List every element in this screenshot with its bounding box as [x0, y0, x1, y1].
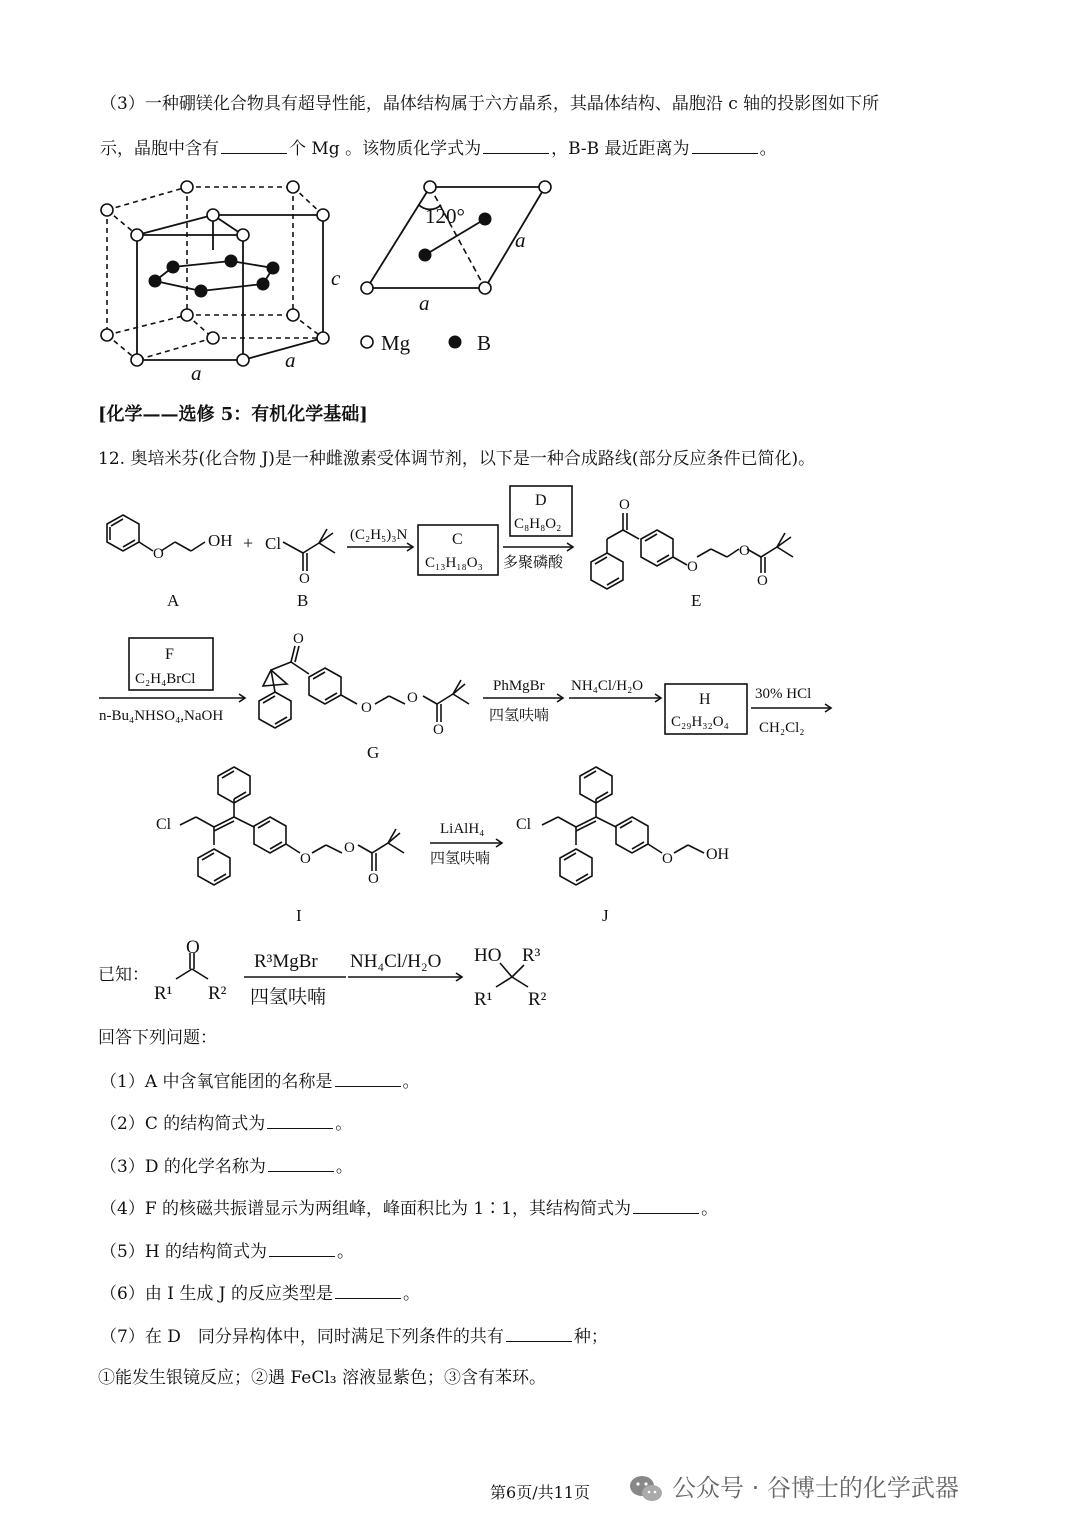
question-3-end: 。 — [335, 1157, 353, 1177]
answer-blank-1[interactable] — [335, 1069, 401, 1087]
section-heading: [化学——选修 5：有机化学基础] — [98, 404, 368, 425]
label-b: B — [297, 591, 309, 610]
question-6-end: 。 — [402, 1284, 420, 1304]
watermark-text: 公众号 · 谷博士的化学武器 — [672, 1474, 959, 1502]
reagent-et3n: (C₂H₅)₃N — [350, 527, 408, 543]
known-ho: HO — [474, 945, 502, 966]
question-7-conditions: ①能发生银镜反应；②遇 FeCl₃ 溶液显紫色；③含有苯环。 — [98, 1368, 546, 1388]
plus-sign: + — [243, 533, 254, 553]
reagent-thf-2: 四氢呋喃 — [430, 851, 491, 867]
label-i: I — [296, 906, 302, 925]
atom-o-i2: O — [344, 840, 355, 856]
watermark — [628, 1468, 959, 1504]
atom-o-e2: O — [687, 559, 698, 575]
reagent-hcl: 30% HCl — [755, 686, 812, 702]
atom-oh-j: OH — [706, 846, 730, 863]
question-7-end: 种； — [573, 1327, 608, 1347]
atom-oh-a: OH — [208, 531, 233, 550]
synthesis-row-1 — [95, 485, 855, 615]
label-e: E — [691, 591, 702, 610]
q12-intro: 12. 奥培米芬(化合物 J)是一种雌激素受体调节剂，以下是一种合成路线(部分反应条件已简化)。 — [98, 449, 816, 469]
known-atom-o: O — [186, 937, 200, 958]
answer-blank-6[interactable] — [335, 1281, 401, 1299]
q11-3-line1: （3）一种硼镁化合物具有超导性能，晶体结构属于六方晶系，其晶体结构、晶胞沿 c 轴的投影图如下所 — [100, 94, 880, 114]
known-nh4cl: NH₄Cl/H₂O — [350, 951, 442, 972]
angle-label: 120° — [425, 204, 465, 228]
box-c-formula: C₁₃H₁₈O₃ — [425, 555, 483, 571]
axis-label-a1: a — [191, 361, 202, 385]
synthesis-row-3 — [150, 755, 770, 925]
box-c-name: C — [452, 531, 463, 548]
answer-blank-formula[interactable] — [483, 136, 549, 154]
known-prod-r1: R¹ — [474, 989, 493, 1010]
q11-3-text-d: 。 — [759, 139, 777, 159]
page-footer: 第6页/共11页 — [490, 1483, 590, 1502]
label-j: J — [602, 906, 609, 925]
answer-blank-3[interactable] — [268, 1154, 334, 1172]
atom-o-a: O — [153, 546, 164, 562]
question-5-end: 。 — [337, 1242, 355, 1262]
q11-3-text-a: 示，晶胞中含有 — [100, 139, 219, 159]
known-r3: R³ — [522, 945, 541, 966]
question-7-text: （7）在 D 同分异构体中，同时满足下列条件的共有 — [100, 1327, 504, 1347]
crystal-structure-figure — [95, 175, 526, 390]
atom-o-g1: O — [293, 631, 304, 647]
known-prod-r2: R² — [528, 989, 547, 1010]
answer-blank-bb-distance[interactable] — [692, 136, 758, 154]
question-4-text: （4）F 的核磁共振谱显示为两组峰，峰面积比为 1∶1，其结构简式为 — [100, 1199, 632, 1219]
axis-label-a2: a — [285, 348, 296, 372]
answer-blank-2[interactable] — [267, 1111, 333, 1129]
legend-mg-marker — [361, 336, 373, 348]
legend-b-marker — [449, 336, 462, 349]
atom-o-g4: O — [433, 722, 444, 738]
proj-label-a1: a — [515, 228, 526, 252]
answer-blank-4[interactable] — [633, 1196, 699, 1214]
atom-o-j: O — [662, 851, 673, 867]
question-1-text: （1）A 中含氧官能团的名称是 — [100, 1072, 333, 1092]
box-h-formula: C₂₉H₃₂O₄ — [671, 714, 729, 730]
question-1-end: 。 — [402, 1072, 420, 1092]
atom-cl-b: Cl — [265, 534, 282, 553]
box-d-name: D — [535, 492, 547, 509]
legend-b-label: B — [477, 331, 492, 355]
known-label: 已知： — [98, 965, 149, 985]
answer-blank-5[interactable] — [269, 1239, 335, 1257]
legend-mg-label: Mg — [381, 331, 411, 355]
question-2-end: 。 — [335, 1114, 353, 1134]
known-r2: R² — [208, 983, 227, 1004]
question-5 — [100, 1239, 354, 1264]
answer-blank-mg-count[interactable] — [221, 136, 287, 154]
reagent-ppa: 多聚磷酸 — [503, 555, 564, 571]
reagent-ch2cl2: CH₂Cl₂ — [759, 720, 805, 736]
question-4-end: 。 — [701, 1199, 719, 1219]
box-h-name: H — [699, 691, 711, 708]
reagent-ptc: n-Bu₄NHSO₄,NaOH — [99, 708, 224, 724]
atom-o-e3: O — [739, 543, 750, 559]
q11-3-text-c: ，B-B 最近距离为 — [551, 139, 690, 159]
box-d-formula: C₈H₈O₂ — [514, 516, 562, 532]
question-6 — [100, 1281, 420, 1306]
atom-cl-j: Cl — [516, 816, 532, 833]
question-1 — [100, 1069, 420, 1094]
reagent-phmgbr: PhMgBr — [493, 678, 545, 694]
label-g: G — [367, 743, 380, 762]
reagent-thf: 四氢呋喃 — [489, 708, 550, 724]
proj-label-a2: a — [419, 291, 430, 315]
atom-o-e1: O — [619, 497, 630, 513]
box-f-name: F — [165, 646, 174, 663]
question-7 — [100, 1324, 608, 1349]
atom-o-i1: O — [300, 851, 311, 867]
known-reaction — [150, 935, 570, 1015]
question-4 — [100, 1196, 718, 1221]
synthesis-row-2 — [95, 632, 845, 767]
known-r1: R¹ — [154, 983, 173, 1004]
axis-label-c: c — [331, 266, 341, 290]
atom-o-g3: O — [407, 690, 418, 706]
question-3 — [100, 1154, 353, 1179]
atom-o-b: O — [299, 571, 310, 587]
box-f-formula: C₂H₄BrCl — [135, 671, 196, 687]
question-3-text: （3）D 的化学名称为 — [100, 1157, 266, 1177]
atom-cl-i: Cl — [156, 816, 172, 833]
known-thf: 四氢呋喃 — [250, 987, 327, 1008]
atom-o-e4: O — [757, 573, 768, 589]
question-2 — [100, 1111, 352, 1136]
answer-blank-7[interactable] — [506, 1324, 572, 1342]
atom-o-i3: O — [368, 871, 379, 887]
atom-o-g2: O — [361, 700, 372, 716]
wechat-icon — [628, 1474, 664, 1504]
answer-prompt: 回答下列问题： — [98, 1028, 217, 1048]
label-a: A — [167, 591, 180, 610]
known-r3mgbr: R³MgBr — [254, 951, 318, 972]
question-6-text: （6）由 I 生成 J 的反应类型是 — [100, 1284, 333, 1304]
question-2-text: （2）C 的结构简式为 — [100, 1114, 266, 1134]
reagent-lialh4: LiAlH₄ — [440, 821, 485, 837]
q11-3-line2 — [100, 136, 777, 161]
q11-3-text-b: 个 Mg 。该物质化学式为 — [289, 139, 482, 159]
reagent-nh4cl: NH₄Cl/H₂O — [571, 678, 644, 694]
question-5-text: （5）H 的结构简式为 — [100, 1242, 268, 1262]
